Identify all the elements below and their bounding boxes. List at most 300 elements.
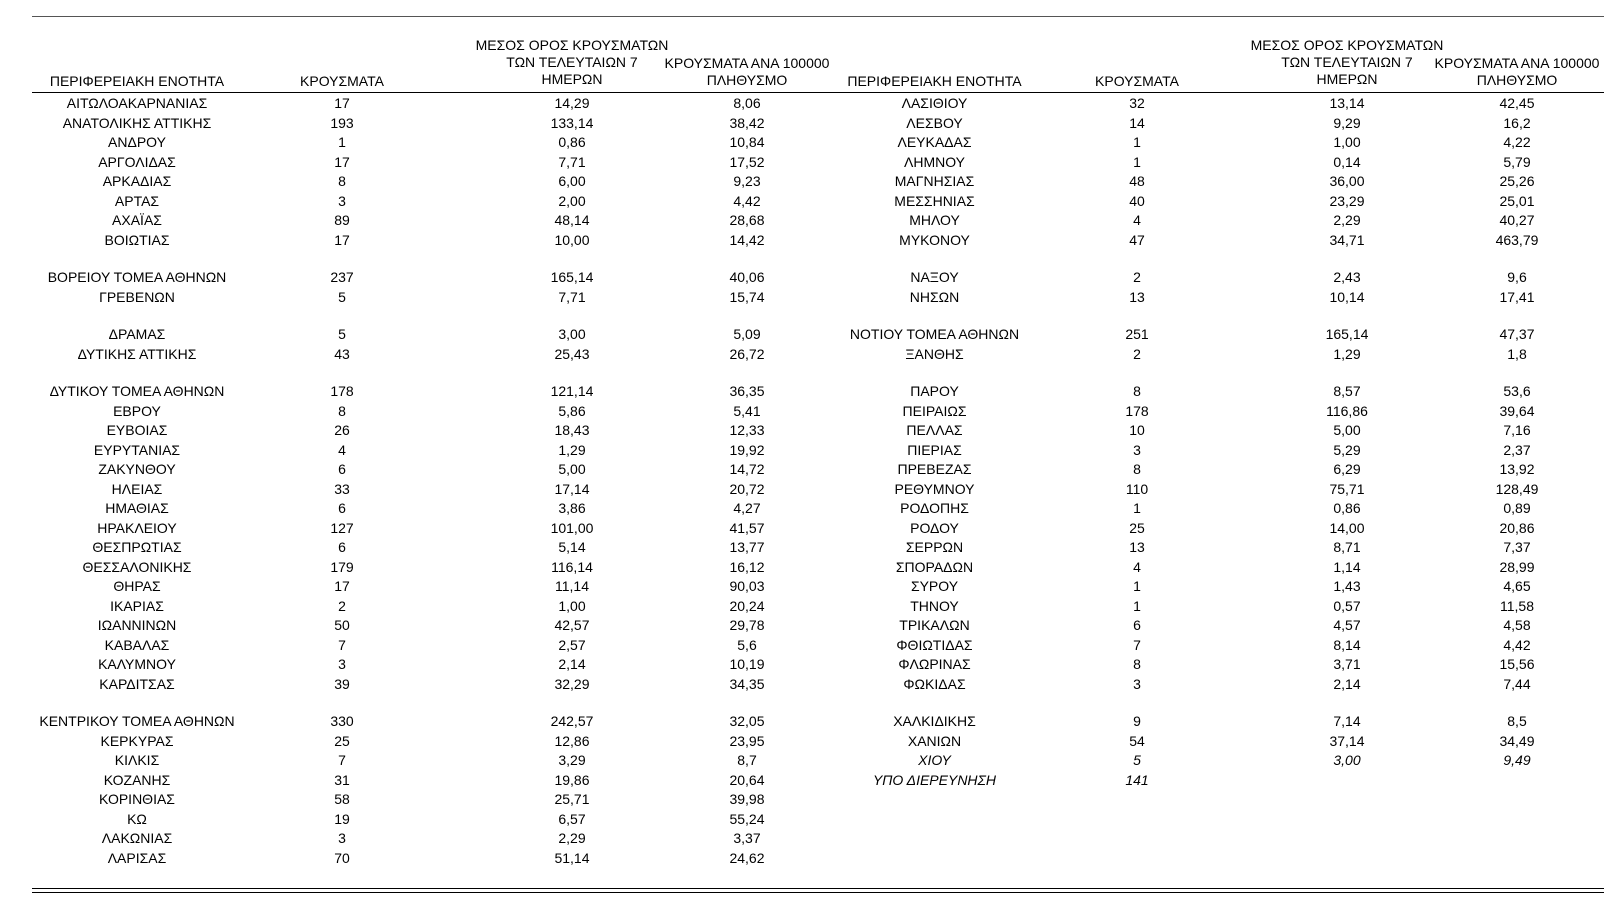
per100k-cell: 8,5 xyxy=(1507,713,1527,729)
avg7-cell: 165,14 xyxy=(550,269,594,285)
region-cell: ΙΩΑΝΝΙΝΩΝ xyxy=(97,617,177,633)
region-cell: ΑΧΑΪΑΣ xyxy=(112,212,162,228)
per100k-cell: 0,89 xyxy=(1503,500,1531,516)
cases-cell: 50 xyxy=(334,617,350,633)
cases-cell: 127 xyxy=(330,519,354,536)
cases-cell: 89 xyxy=(334,212,350,228)
cases-cell: 178 xyxy=(330,383,354,399)
cases-cell: 8 xyxy=(1133,383,1141,399)
cases-cell: 25 xyxy=(1129,519,1145,536)
avg7-cell: 7,14 xyxy=(1333,713,1361,729)
per100k-cell: 19,92 xyxy=(729,441,765,458)
avg7-cell: 14,29 xyxy=(554,95,590,111)
per100k-cell: 15,56 xyxy=(1499,656,1535,672)
per100k-cell: 8,7 xyxy=(737,752,757,768)
cases-cell: 1 xyxy=(1133,134,1141,150)
table-row xyxy=(32,132,1604,152)
table-row xyxy=(32,267,1604,287)
per100k-cell: 20,64 xyxy=(729,771,765,788)
cases-cell: 54 xyxy=(1129,732,1145,749)
right-header-cases: ΚΡΟΥΣΜΑΤΑ xyxy=(1095,73,1179,89)
avg7-cell: 23,29 xyxy=(1329,192,1365,209)
region-cell: ΛΑΚΩΝΙΑΣ xyxy=(101,830,173,846)
avg7-cell: 116,14 xyxy=(551,558,593,575)
region-cell: ΝΑΞΟΥ xyxy=(910,269,959,285)
region-cell: ΜΕΣΣΗΝΙΑΣ xyxy=(894,192,975,209)
avg7-cell: 121,14 xyxy=(550,383,594,399)
per100k-cell: 40,06 xyxy=(729,269,765,285)
avg7-cell: 1,00 xyxy=(1333,134,1361,150)
cases-cell: 6 xyxy=(338,539,346,555)
per100k-cell: 14,42 xyxy=(729,231,765,248)
avg7-cell: 5,00 xyxy=(1333,422,1361,438)
table-row xyxy=(32,498,1604,518)
table-row xyxy=(32,401,1604,421)
per100k-cell: 1,8 xyxy=(1507,345,1527,362)
cases-cell: 8 xyxy=(1133,656,1141,672)
region-cell: ΜΑΓΝΗΣΙΑΣ xyxy=(894,173,975,189)
region-cell: ΣΠΟΡΑΔΩΝ xyxy=(895,558,974,575)
avg7-cell: 2,14 xyxy=(1333,675,1361,692)
avg7-cell: 2,43 xyxy=(1333,269,1361,285)
region-cell: ΚΕΝΤΡΙΚΟΥ ΤΟΜΕΑ ΑΘΗΝΩΝ xyxy=(39,713,235,729)
avg7-cell: 1,29 xyxy=(1333,345,1361,362)
per100k-cell: 20,72 xyxy=(729,480,765,497)
table-row xyxy=(32,191,1604,211)
cases-cell: 47 xyxy=(1129,231,1145,248)
per100k-cell: 11,58 xyxy=(1500,597,1534,614)
cases-cell: 251 xyxy=(1125,326,1149,342)
cases-cell: 1 xyxy=(1133,153,1141,170)
avg7-cell: 6,00 xyxy=(558,173,586,189)
left-header-cases: ΚΡΟΥΣΜΑΤΑ xyxy=(300,73,384,89)
avg7-cell: 7,71 xyxy=(558,288,586,305)
avg7-cell: 11,14 xyxy=(555,578,589,594)
avg7-cell: 32,29 xyxy=(554,675,590,692)
avg7-cell: 1,00 xyxy=(558,597,586,614)
avg7-cell: 0,14 xyxy=(1333,153,1361,170)
avg7-cell: 51,14 xyxy=(554,849,590,866)
region-cell: ΞΑΝΘΗΣ xyxy=(905,345,964,362)
right-header-per100k: ΚΡΟΥΣΜΑΤΑ ΑΝΑ 100000 ΠΛΗΘΥΣΜΟ xyxy=(1434,55,1600,88)
region-cell: ΛΕΣΒΟΥ xyxy=(906,114,963,131)
per100k-cell: 16,2 xyxy=(1503,114,1531,131)
region-cell: ΚΟΖΑΝΗΣ xyxy=(103,771,171,788)
cases-cell: 17 xyxy=(334,153,350,170)
region-cell: ΠΕΛΛΑΣ xyxy=(906,422,963,438)
avg7-cell: 8,57 xyxy=(1333,383,1361,399)
region-cell: ΣΕΡΡΩΝ xyxy=(905,539,964,555)
per100k-cell: 41,57 xyxy=(729,519,765,536)
right-header-avg7: ΜΕΣΟΣ ΟΡΟΣ ΚΡΟΥΣΜΑΤΩΝ ΤΩΝ ΤΕΛΕΥΤΑΙΩΝ 7 ΗΜΕΡΩΝ xyxy=(1250,37,1444,87)
region-cell: ΓΡΕΒΕΝΩΝ xyxy=(99,288,175,305)
bottom-double-rule xyxy=(32,888,1604,893)
region-cell: ΑΡΚΑΔΙΑΣ xyxy=(102,173,172,189)
region-cell: ΘΕΣΠΡΩΤΙΑΣ xyxy=(92,539,182,555)
per100k-cell: 9,6 xyxy=(1507,269,1527,285)
cases-cell: 26 xyxy=(334,422,350,438)
region-cell: ΒΟΡΕΙΟΥ ΤΟΜΕΑ ΑΘΗΝΩΝ xyxy=(47,269,227,285)
per100k-cell: 128,49 xyxy=(1495,480,1539,497)
cases-cell: 193 xyxy=(330,114,354,131)
cases-cell: 25 xyxy=(334,732,350,749)
region-cell: ΤΡΙΚΑΛΩΝ xyxy=(899,617,970,633)
per100k-cell: 5,09 xyxy=(733,326,761,342)
per100k-cell: 34,49 xyxy=(1499,732,1535,749)
region-cell: ΘΗΡΑΣ xyxy=(113,578,161,594)
region-cell: ΒΟΙΩΤΙΑΣ xyxy=(104,231,170,248)
avg7-cell: 165,14 xyxy=(1325,326,1369,342)
cases-cell: 110 xyxy=(1125,480,1149,497)
region-cell: ΧΑΛΚΙΔΙΚΗΣ xyxy=(893,713,976,729)
per100k-cell: 10,19 xyxy=(729,656,765,672)
per100k-cell: 4,58 xyxy=(1503,617,1531,633)
region-cell: ΛΑΡΙΣΑΣ xyxy=(107,849,167,866)
cases-cell: 237 xyxy=(330,269,354,285)
avg7-cell: 0,86 xyxy=(1333,500,1361,516)
region-cell: ΧΙΟΥ xyxy=(918,752,951,768)
region-cell: ΦΩΚΙΔΑΣ xyxy=(903,675,966,692)
cases-cell: 6 xyxy=(338,500,346,516)
cases-cell: 13 xyxy=(1129,539,1145,555)
cases-cell: 330 xyxy=(330,713,354,729)
cases-cell: 13 xyxy=(1129,288,1145,305)
table-row xyxy=(32,711,1604,731)
region-cell: ΦΛΩΡΙΝΑΣ xyxy=(898,656,971,672)
avg7-cell: 7,71 xyxy=(558,153,586,170)
table-row xyxy=(32,789,1604,809)
region-cell: ΦΘΙΩΤΙΔΑΣ xyxy=(896,636,973,653)
cases-cell: 1 xyxy=(1133,578,1141,594)
avg7-cell: 2,57 xyxy=(558,636,586,653)
table-row xyxy=(32,848,1604,868)
per100k-cell: 29,78 xyxy=(729,617,765,633)
region-cell: ΘΕΣΣΑΛΟΝΙΚΗΣ xyxy=(82,558,192,575)
per100k-cell: 8,06 xyxy=(733,95,761,111)
avg7-cell: 25,43 xyxy=(554,345,590,362)
avg7-cell: 8,14 xyxy=(1333,636,1361,653)
region-cell: ΛΗΜΝΟΥ xyxy=(903,153,965,170)
left-header-avg7: ΜΕΣΟΣ ΟΡΟΣ ΚΡΟΥΣΜΑΤΩΝ ΤΩΝ ΤΕΛΕΥΤΑΙΩΝ 7 ΗΜΕΡΩΝ xyxy=(475,37,669,87)
table-row xyxy=(32,210,1604,230)
per100k-cell: 7,16 xyxy=(1503,422,1531,438)
region-cell: ΑΡΤΑΣ xyxy=(114,192,160,209)
avg7-cell: 0,57 xyxy=(1333,597,1361,614)
per100k-cell: 42,45 xyxy=(1499,95,1535,111)
region-cell: ΚΑΡΔΙΤΣΑΣ xyxy=(99,675,175,692)
avg7-cell: 9,29 xyxy=(1333,114,1361,131)
table-row xyxy=(32,596,1604,616)
cases-cell: 9 xyxy=(1133,713,1141,729)
avg7-cell: 10,00 xyxy=(554,231,590,248)
cases-cell: 1 xyxy=(1133,597,1141,614)
per100k-cell: 12,33 xyxy=(729,422,765,438)
avg7-cell: 19,86 xyxy=(554,771,590,788)
cases-cell: 5 xyxy=(338,326,346,342)
avg7-cell: 133,14 xyxy=(550,114,594,131)
per100k-cell: 5,41 xyxy=(733,402,761,419)
region-cell: ΔΥΤΙΚΟΥ ΤΟΜΕΑ ΑΘΗΝΩΝ xyxy=(49,383,225,399)
table-row xyxy=(32,287,1604,307)
cases-cell: 17 xyxy=(334,578,350,594)
avg7-cell: 6,57 xyxy=(558,810,586,827)
cases-cell: 1 xyxy=(1133,500,1141,516)
avg7-cell: 5,00 xyxy=(558,461,586,477)
avg7-cell: 3,71 xyxy=(1333,656,1361,672)
per100k-cell: 47,37 xyxy=(1499,326,1535,342)
per100k-cell: 20,24 xyxy=(729,597,765,614)
per100k-cell: 55,24 xyxy=(729,810,765,827)
region-cell: ΔΡΑΜΑΣ xyxy=(108,326,166,342)
per100k-cell: 14,72 xyxy=(729,461,765,477)
cases-cell: 6 xyxy=(1133,617,1141,633)
region-cell: ΤΗΝΟΥ xyxy=(910,597,959,614)
avg7-cell: 2,14 xyxy=(558,656,586,672)
avg7-cell: 75,71 xyxy=(1329,480,1365,497)
region-cell: ΝΟΤΙΟΥ ΤΟΜΕΑ ΑΘΗΝΩΝ xyxy=(849,326,1020,342)
per100k-cell: 9,23 xyxy=(733,173,761,189)
cases-cell: 39 xyxy=(334,675,350,692)
per100k-cell: 5,79 xyxy=(1503,153,1531,170)
per100k-cell: 3,37 xyxy=(733,830,761,846)
region-cell: ΠΑΡΟΥ xyxy=(910,383,959,399)
avg7-cell: 8,71 xyxy=(1333,539,1361,555)
region-cell: ΠΕΙΡΑΙΩΣ xyxy=(902,402,967,419)
cases-cell: 3 xyxy=(338,656,346,672)
cases-cell: 2 xyxy=(1133,345,1141,362)
region-cell: ΧΑΝΙΩΝ xyxy=(907,732,962,749)
cases-cell: 179 xyxy=(330,558,354,575)
per100k-cell: 9,49 xyxy=(1503,752,1531,768)
region-cell: ΜΥΚΟΝΟΥ xyxy=(899,231,970,248)
per100k-cell: 4,22 xyxy=(1503,134,1531,150)
cases-cell: 3 xyxy=(338,192,346,209)
per100k-cell: 24,62 xyxy=(729,849,765,866)
region-cell: ΛΑΣΙΘΙΟΥ xyxy=(901,95,968,111)
cases-cell: 8 xyxy=(338,402,346,419)
table-row xyxy=(32,576,1604,596)
per100k-cell: 25,01 xyxy=(1499,192,1535,209)
cases-cell: 3 xyxy=(338,830,346,846)
table-row xyxy=(32,770,1604,790)
table-row xyxy=(32,152,1604,172)
table-row xyxy=(32,557,1604,577)
avg7-cell: 14,00 xyxy=(1329,519,1365,536)
table-row xyxy=(32,420,1604,440)
avg7-cell: 17,14 xyxy=(554,480,590,497)
per100k-cell: 39,98 xyxy=(729,791,765,807)
cases-cell: 19 xyxy=(334,810,350,827)
per100k-cell: 7,37 xyxy=(1503,539,1531,555)
region-cell: ΚΩ xyxy=(127,810,147,827)
table-row xyxy=(32,171,1604,191)
region-cell: ΝΗΣΩΝ xyxy=(909,288,960,305)
cases-cell: 8 xyxy=(1133,461,1141,477)
cases-cell: 7 xyxy=(1133,636,1141,653)
cases-cell: 70 xyxy=(334,849,350,866)
table-row xyxy=(32,479,1604,499)
per100k-cell: 15,74 xyxy=(729,288,765,305)
per100k-cell: 13,77 xyxy=(729,539,765,555)
per100k-cell: 16,12 xyxy=(729,558,765,575)
avg7-cell: 18,43 xyxy=(554,422,590,438)
cases-cell: 17 xyxy=(334,95,350,111)
region-cell: ΚΙΛΚΙΣ xyxy=(114,752,160,768)
avg7-cell: 6,29 xyxy=(1333,461,1361,477)
per100k-cell: 17,41 xyxy=(1499,288,1535,305)
avg7-cell: 5,86 xyxy=(558,402,586,419)
avg7-cell: 116,86 xyxy=(1326,402,1368,419)
cases-cell: 4 xyxy=(1133,558,1141,575)
avg7-cell: 4,57 xyxy=(1333,617,1361,633)
avg7-cell: 0,86 xyxy=(558,134,586,150)
cases-cell: 4 xyxy=(1133,212,1141,228)
cases-cell: 10 xyxy=(1129,422,1145,438)
per100k-cell: 4,65 xyxy=(1503,578,1531,594)
region-cell: ΚΑΛΥΜΝΟΥ xyxy=(98,656,176,672)
cases-cell: 33 xyxy=(334,480,350,497)
cases-cell: 2 xyxy=(338,597,346,614)
table-row xyxy=(32,731,1604,751)
cases-cell: 4 xyxy=(338,441,346,458)
avg7-cell: 1,14 xyxy=(1333,558,1361,575)
table-row xyxy=(32,654,1604,674)
table-row xyxy=(32,381,1604,401)
avg7-cell: 2,29 xyxy=(1333,212,1361,228)
avg7-cell: 36,00 xyxy=(1329,173,1365,189)
region-cell: ΗΜΑΘΙΑΣ xyxy=(105,500,169,516)
avg7-cell: 101,00 xyxy=(550,519,594,536)
cases-table-sheet xyxy=(32,0,1604,904)
avg7-cell: 34,71 xyxy=(1329,231,1365,248)
region-cell: ΥΠΟ ΔΙΕΡΕΥΝΗΣΗ xyxy=(872,771,997,788)
per100k-cell: 40,27 xyxy=(1499,212,1535,228)
cases-cell: 6 xyxy=(338,461,346,477)
cases-cell: 40 xyxy=(1129,192,1145,209)
per100k-cell: 34,35 xyxy=(729,675,765,692)
region-cell: ΑΝΑΤΟΛΙΚΗΣ ΑΤΤΙΚΗΣ xyxy=(62,114,212,131)
left-header-per100k: ΚΡΟΥΣΜΑΤΑ ΑΝΑ 100000 ΠΛΗΘΥΣΜΟ xyxy=(664,55,830,88)
avg7-cell: 12,86 xyxy=(554,732,590,749)
avg7-cell: 37,14 xyxy=(1329,732,1365,749)
per100k-cell: 26,72 xyxy=(729,345,765,362)
avg7-cell: 3,86 xyxy=(558,500,586,516)
avg7-cell: 25,71 xyxy=(554,791,590,807)
cases-cell: 3 xyxy=(1133,675,1141,692)
region-cell: ΑΝΔΡΟΥ xyxy=(108,134,166,150)
table-row xyxy=(32,537,1604,557)
region-cell: ΙΚΑΡΙΑΣ xyxy=(110,597,164,614)
cases-cell: 5 xyxy=(1133,752,1141,768)
region-cell: ΚΑΒΑΛΑΣ xyxy=(104,636,170,653)
per100k-cell xyxy=(1417,770,1614,790)
per100k-cell: 32,05 xyxy=(729,713,765,729)
cases-cell: 178 xyxy=(1125,402,1149,419)
table-row xyxy=(32,459,1604,479)
avg7-cell: 5,14 xyxy=(558,539,586,555)
region-cell: ΛΕΥΚΑΔΑΣ xyxy=(897,134,972,150)
region-cell: ΚΕΡΚΥΡΑΣ xyxy=(100,732,174,749)
table-row xyxy=(32,809,1604,829)
region-cell: ΑΡΓΟΛΙΔΑΣ xyxy=(98,153,176,170)
region-cell: ΡΟΔΟΠΗΣ xyxy=(900,500,969,516)
per100k-cell: 13,92 xyxy=(1499,461,1535,477)
per100k-cell: 4,27 xyxy=(733,500,761,516)
table-row xyxy=(32,230,1604,250)
region-cell: ΖΑΚΥΝΘΟΥ xyxy=(98,461,176,477)
avg7-cell: 3,29 xyxy=(558,752,586,768)
cases-cell: 14 xyxy=(1129,114,1145,131)
region-cell: ΡΟΔΟΥ xyxy=(910,519,959,536)
cases-cell: 7 xyxy=(338,636,346,653)
table-row xyxy=(32,440,1604,460)
table-row xyxy=(32,93,1604,113)
region-cell: ΕΥΒΟΙΑΣ xyxy=(106,422,168,438)
table-row xyxy=(32,750,1604,770)
per100k-cell: 17,52 xyxy=(729,153,765,170)
per100k-cell: 53,6 xyxy=(1503,383,1531,399)
table-row xyxy=(32,344,1604,364)
table-row xyxy=(32,615,1604,635)
table-row xyxy=(32,674,1604,694)
cases-cell: 1 xyxy=(338,134,346,150)
region-cell: ΠΙΕΡΙΑΣ xyxy=(907,441,962,458)
avg7-cell: 1,29 xyxy=(558,441,586,458)
per100k-cell: 28,99 xyxy=(1499,558,1535,575)
per100k-cell: 2,37 xyxy=(1503,441,1531,458)
cases-cell: 48 xyxy=(1129,173,1145,189)
table-row xyxy=(32,828,1604,848)
cases-cell: 8 xyxy=(338,173,346,189)
top-rule xyxy=(32,16,1604,17)
left-header-region: ΠΕΡΙΦΕΡΕΙΑΚΗ ΕΝΟΤΗΤΑ xyxy=(49,73,225,89)
avg7-cell: 242,57 xyxy=(550,713,594,729)
per100k-cell: 25,26 xyxy=(1499,173,1535,189)
cases-cell: 141 xyxy=(1125,771,1149,788)
per100k-cell: 7,44 xyxy=(1503,675,1531,692)
region-cell: ΣΥΡΟΥ xyxy=(910,578,959,594)
table-row xyxy=(32,635,1604,655)
cases-cell: 5 xyxy=(338,288,346,305)
avg7-cell: 42,57 xyxy=(554,617,590,633)
table-row xyxy=(32,324,1604,344)
region-cell: ΕΥΡΥΤΑΝΙΑΣ xyxy=(93,441,181,458)
region-cell: ΜΗΛΟΥ xyxy=(909,212,960,228)
per100k-cell: 20,86 xyxy=(1499,519,1535,536)
region-cell: ΑΙΤΩΛΟΑΚΑΡΝΑΝΙΑΣ xyxy=(66,95,208,111)
region-cell: ΡΕΘΥΜΝΟΥ xyxy=(894,480,975,497)
per100k-cell: 38,42 xyxy=(729,114,765,131)
region-cell: ΕΒΡΟΥ xyxy=(113,402,161,419)
region-cell: ΠΡΕΒΕΖΑΣ xyxy=(897,461,972,477)
region-cell: ΚΟΡΙΝΘΙΑΣ xyxy=(99,791,175,807)
avg7-cell: 48,14 xyxy=(554,212,590,228)
cases-cell: 2 xyxy=(1133,269,1141,285)
per100k-cell: 4,42 xyxy=(1503,636,1531,653)
per100k-cell: 10,84 xyxy=(729,134,765,150)
avg7-cell: 13,14 xyxy=(1329,95,1365,111)
cases-cell: 7 xyxy=(338,752,346,768)
per100k-cell: 36,35 xyxy=(729,383,765,399)
cases-cell: 3 xyxy=(1133,441,1141,458)
avg7-cell: 3,00 xyxy=(558,326,586,342)
table-row xyxy=(32,518,1604,538)
per100k-cell: 5,6 xyxy=(737,636,757,653)
per100k-cell: 23,95 xyxy=(729,732,765,749)
right-header-region: ΠΕΡΙΦΕΡΕΙΑΚΗ ΕΝΟΤΗΤΑ xyxy=(847,73,1022,89)
avg7-cell: 2,00 xyxy=(558,192,586,209)
region-cell: ΗΡΑΚΛΕΙΟΥ xyxy=(97,519,177,536)
